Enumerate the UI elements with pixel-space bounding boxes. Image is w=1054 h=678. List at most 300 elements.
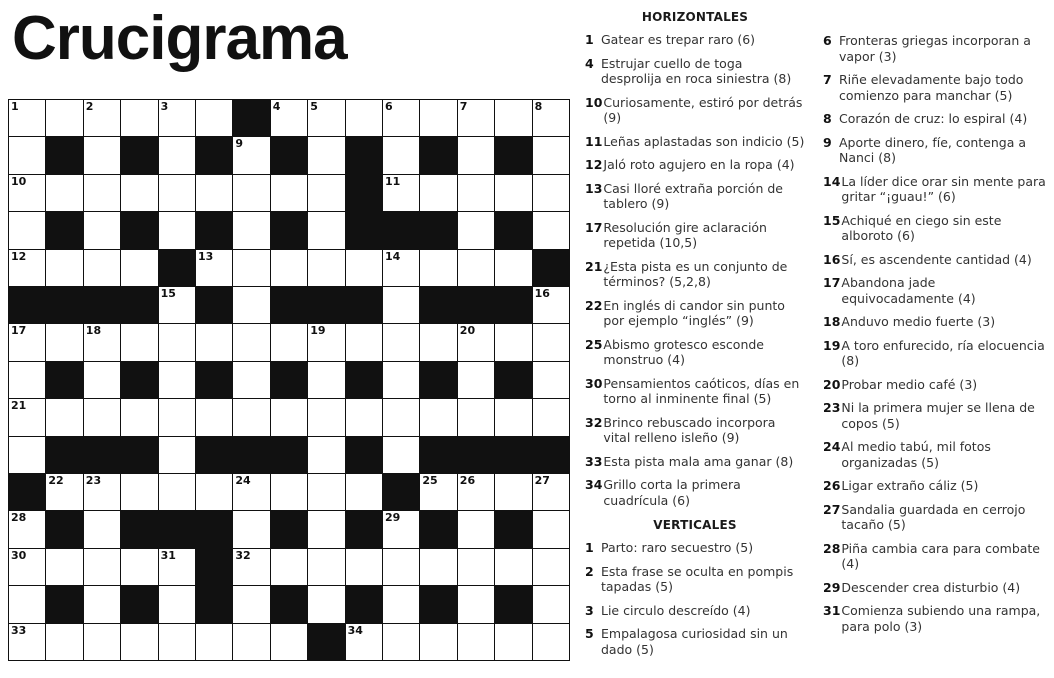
grid-cell[interactable] <box>308 175 344 211</box>
clue-number: 3 <box>585 602 594 618</box>
clue-item <box>585 56 805 87</box>
cell-number: 25 <box>422 474 438 487</box>
clue-number: 13 <box>585 180 603 196</box>
grid-cell-black <box>121 511 157 547</box>
clue-text: Brinco rebuscado incorpora vital relleno isleño (9) <box>603 414 776 445</box>
grid-cell-black <box>495 212 531 248</box>
clue-text: Comienza subiendo una rampa, para polo (3) <box>841 603 1041 634</box>
clue-text: Anduvo medio fuerte (3) <box>841 314 996 329</box>
grid-cell[interactable] <box>346 474 382 510</box>
grid-cell[interactable] <box>121 399 157 435</box>
cell-number: 26 <box>459 474 476 487</box>
grid-cell[interactable] <box>420 250 456 286</box>
clue-item <box>823 72 1049 103</box>
clue-number: 6 <box>823 33 832 48</box>
down-clue-list-continued <box>823 33 1049 634</box>
grid-cell[interactable] <box>121 624 157 660</box>
grid-cell[interactable] <box>233 511 269 547</box>
grid-cell-black <box>271 287 307 323</box>
clue-number: 1 <box>585 32 594 47</box>
grid-cell[interactable] <box>458 586 494 622</box>
grid-cell[interactable] <box>533 624 569 660</box>
grid-cell[interactable] <box>9 250 45 286</box>
clue-text: Parto: raro secuestro (5) <box>601 540 754 555</box>
grid-cell[interactable] <box>271 250 307 286</box>
cell-number: 12 <box>11 249 27 263</box>
clue-text: Ligar extraño cáliz (5) <box>841 478 979 493</box>
grid-cell[interactable] <box>308 362 344 398</box>
grid-cell[interactable] <box>495 100 531 136</box>
grid-cell[interactable] <box>121 100 157 136</box>
grid-cell[interactable] <box>533 287 569 323</box>
clue-number: 23 <box>823 400 841 415</box>
clue-item <box>585 415 805 446</box>
grid-cell[interactable] <box>9 212 45 248</box>
grid-cell[interactable] <box>84 137 120 173</box>
grid-cell[interactable] <box>420 324 456 360</box>
grid-cell[interactable] <box>196 399 232 435</box>
grid-cell[interactable] <box>9 175 45 211</box>
grid-cell[interactable] <box>308 474 344 510</box>
grid-cell-black <box>84 437 120 473</box>
cell-number: 19 <box>310 324 326 338</box>
clue-text: Achiqué en ciego sin este alboroto (6) <box>841 212 1002 243</box>
clue-item <box>823 33 1049 64</box>
grid-cell[interactable] <box>495 250 531 286</box>
grid-cell-black <box>308 624 344 660</box>
grid-cell[interactable] <box>159 324 195 360</box>
clue-text: Aporte dinero, fíe, contenga a Nanci (8) <box>839 134 1027 165</box>
grid-cell[interactable] <box>46 250 82 286</box>
clue-text: Piña cambia cara para combate (4) <box>841 540 1041 571</box>
grid-cell-black <box>196 549 232 585</box>
cell-number: 14 <box>385 249 401 263</box>
clue-text: Abandona jade equivocadamente (4) <box>841 275 976 306</box>
grid-cell[interactable] <box>84 549 120 585</box>
grid-cell-black <box>196 287 232 323</box>
grid-cell[interactable] <box>420 100 456 136</box>
grid-cell[interactable] <box>533 474 569 510</box>
clue-number: 34 <box>585 477 603 492</box>
grid-cell[interactable] <box>233 549 269 585</box>
grid-cell-black <box>46 586 82 622</box>
grid-cell[interactable] <box>346 100 382 136</box>
grid-cell[interactable] <box>196 324 232 360</box>
grid-cell[interactable] <box>383 624 419 660</box>
grid-cell[interactable] <box>159 624 195 660</box>
grid-cell[interactable] <box>533 324 569 360</box>
grid-cell[interactable] <box>196 474 232 510</box>
clue-item <box>823 135 1049 166</box>
cell-number: 20 <box>459 324 476 338</box>
grid-cell[interactable] <box>495 624 531 660</box>
grid-cell[interactable] <box>233 624 269 660</box>
clue-item <box>823 439 1049 470</box>
across-clue-list <box>585 32 805 508</box>
grid-cell[interactable] <box>159 212 195 248</box>
page-title: Crucigrama <box>12 4 347 73</box>
grid-cell-black <box>495 362 531 398</box>
grid-cell[interactable] <box>9 324 45 360</box>
clue-number: 17 <box>585 219 603 235</box>
cell-number: 3 <box>160 100 169 113</box>
clue-text: Fronteras griegas incorporan a vapor (3) <box>839 33 1031 64</box>
clue-number: 18 <box>823 314 841 329</box>
grid-cell[interactable] <box>383 175 419 211</box>
grid-cell-black <box>159 250 195 286</box>
cell-number: 4 <box>272 100 281 113</box>
clue-number: 17 <box>823 275 841 290</box>
grid-cell-black <box>420 287 456 323</box>
grid-cell[interactable] <box>84 399 120 435</box>
grid-cell[interactable] <box>420 474 456 510</box>
grid-cell-black <box>383 474 419 510</box>
grid-cell-black <box>46 137 82 173</box>
grid-cell-black <box>420 437 456 473</box>
grid-cell[interactable] <box>495 324 531 360</box>
clue-item <box>585 564 805 595</box>
grid-cell[interactable] <box>84 511 120 547</box>
grid-cell[interactable] <box>420 624 456 660</box>
grid-cell-black <box>46 212 82 248</box>
grid-cell[interactable] <box>46 399 82 435</box>
grid-cell[interactable] <box>533 100 569 136</box>
grid-cell[interactable] <box>84 474 120 510</box>
grid-cell[interactable] <box>159 100 195 136</box>
clue-text: Pensamientos caóticos, días en torno al inminente final (5) <box>603 375 800 406</box>
grid-cell[interactable] <box>383 137 419 173</box>
grid-cell[interactable] <box>84 362 120 398</box>
grid-cell[interactable] <box>346 549 382 585</box>
grid-cell[interactable] <box>84 586 120 622</box>
grid-cell-black <box>233 100 269 136</box>
clue-item <box>823 400 1049 431</box>
grid-cell[interactable] <box>271 100 307 136</box>
grid-cell[interactable] <box>308 137 344 173</box>
grid-cell[interactable] <box>196 250 232 286</box>
grid-cell[interactable] <box>159 549 195 585</box>
grid-cell[interactable] <box>121 250 157 286</box>
clue-item <box>823 174 1049 205</box>
grid-cell[interactable] <box>420 399 456 435</box>
clue-item <box>823 377 1049 393</box>
grid-cell[interactable] <box>458 624 494 660</box>
grid-cell[interactable] <box>383 362 419 398</box>
grid-cell[interactable] <box>159 287 195 323</box>
grid-cell-black <box>196 586 232 622</box>
grid-cell[interactable] <box>383 250 419 286</box>
grid-cell-black <box>271 437 307 473</box>
grid-cell[interactable] <box>383 324 419 360</box>
cell-number: 7 <box>459 100 468 113</box>
grid-cell-black <box>420 586 456 622</box>
grid-cell[interactable] <box>383 100 419 136</box>
grid-cell[interactable] <box>533 511 569 547</box>
clue-number: 11 <box>585 133 603 149</box>
grid-cell[interactable] <box>308 212 344 248</box>
clue-item <box>585 337 805 368</box>
grid-cell-black <box>46 287 82 323</box>
grid-cell-black <box>458 287 494 323</box>
grid-cell[interactable] <box>121 474 157 510</box>
clues-column-left <box>585 6 805 665</box>
grid-cell[interactable] <box>121 549 157 585</box>
cell-number: 10 <box>11 174 27 188</box>
grid-cell[interactable] <box>9 362 45 398</box>
grid-cell[interactable] <box>458 399 494 435</box>
grid-cell[interactable] <box>458 100 494 136</box>
clue-item <box>823 213 1049 244</box>
clue-item <box>585 95 805 126</box>
down-header: VERTICALES <box>653 518 737 532</box>
clue-number: 2 <box>585 563 594 579</box>
grid-cell[interactable] <box>271 624 307 660</box>
clue-number: 10 <box>585 94 603 110</box>
clue-text: ¿Esta pista es un conjunto de términos? (5,2,8) <box>603 258 788 289</box>
grid-cell[interactable] <box>46 624 82 660</box>
cell-number: 15 <box>160 287 176 300</box>
grid-cell[interactable] <box>159 474 195 510</box>
grid-cell[interactable] <box>458 212 494 248</box>
grid-cell[interactable] <box>495 175 531 211</box>
grid-cell[interactable] <box>533 175 569 211</box>
grid-cell[interactable] <box>308 511 344 547</box>
grid-cell-black <box>121 362 157 398</box>
grid-cell-black <box>196 137 232 173</box>
grid-cell[interactable] <box>46 549 82 585</box>
cell-number: 17 <box>11 324 27 338</box>
clue-text: Sí, es ascendente cantidad (4) <box>841 251 1032 267</box>
grid-cell-black <box>121 586 157 622</box>
cell-number: 33 <box>11 623 27 637</box>
grid-cell-black <box>159 511 195 547</box>
clue-number: 5 <box>585 626 594 641</box>
grid-cell[interactable] <box>196 175 232 211</box>
grid-cell[interactable] <box>458 175 494 211</box>
clue-item <box>585 134 805 150</box>
grid-cell[interactable] <box>346 399 382 435</box>
grid-cell[interactable] <box>84 100 120 136</box>
grid-cell-black <box>121 287 157 323</box>
grid-cell[interactable] <box>271 549 307 585</box>
clue-text: Resolución gire aclaración repetida (10,5) <box>603 219 767 250</box>
grid-cell[interactable] <box>533 362 569 398</box>
grid-cell[interactable] <box>196 100 232 136</box>
grid-cell[interactable] <box>495 474 531 510</box>
grid-cell[interactable] <box>84 324 120 360</box>
clue-number: 30 <box>585 375 603 391</box>
grid-cell[interactable] <box>346 324 382 360</box>
grid-cell[interactable] <box>9 137 45 173</box>
grid-cell[interactable] <box>233 287 269 323</box>
cell-number: 23 <box>85 474 102 487</box>
grid-cell-black <box>196 437 232 473</box>
grid-cell[interactable] <box>308 324 344 360</box>
grid-cell[interactable] <box>233 362 269 398</box>
grid-cell[interactable] <box>9 624 45 660</box>
grid-cell[interactable] <box>495 399 531 435</box>
clue-item <box>585 603 805 619</box>
clue-number: 8 <box>823 111 832 126</box>
grid-cell-black <box>46 362 82 398</box>
grid-cell[interactable] <box>308 437 344 473</box>
grid-cell[interactable] <box>233 175 269 211</box>
clue-item <box>585 181 805 212</box>
cell-number: 32 <box>235 548 251 562</box>
cell-number: 8 <box>534 100 543 113</box>
clue-item <box>585 298 805 329</box>
grid-cell[interactable] <box>233 474 269 510</box>
grid-cell[interactable] <box>159 175 195 211</box>
cell-number: 11 <box>385 174 401 188</box>
grid-cell[interactable] <box>159 586 195 622</box>
grid-cell[interactable] <box>9 586 45 622</box>
grid-cell[interactable] <box>308 100 344 136</box>
grid-cell-black <box>196 212 232 248</box>
grid-cell[interactable] <box>9 511 45 547</box>
grid-cell[interactable] <box>458 474 494 510</box>
grid-cell[interactable] <box>495 549 531 585</box>
grid-cell[interactable] <box>346 624 382 660</box>
grid-cell-black <box>9 474 45 510</box>
clue-text: Ni la primera mujer se llena de copos (5) <box>841 400 1035 431</box>
grid-cell[interactable] <box>533 549 569 585</box>
grid-cell[interactable] <box>458 324 494 360</box>
grid-cell[interactable] <box>84 212 120 248</box>
grid-cell-black <box>121 137 157 173</box>
grid-cell-black <box>420 511 456 547</box>
grid-cell[interactable] <box>420 175 456 211</box>
grid-cell[interactable] <box>233 399 269 435</box>
grid-cell[interactable] <box>159 437 195 473</box>
grid-cell-black <box>533 250 569 286</box>
grid-cell-black <box>308 287 344 323</box>
grid-cell[interactable] <box>196 624 232 660</box>
cell-number: 22 <box>48 474 64 487</box>
grid-cell[interactable] <box>46 474 82 510</box>
grid-cell-black <box>196 511 232 547</box>
clue-text: Empalagosa curiosidad sin un dado (5) <box>601 626 788 657</box>
grid-cell[interactable] <box>233 586 269 622</box>
grid-cell-black <box>121 212 157 248</box>
clue-number: 4 <box>585 55 594 71</box>
grid-cell[interactable] <box>233 250 269 286</box>
clue-number: 1 <box>585 540 594 555</box>
grid-cell[interactable] <box>9 399 45 435</box>
grid-cell[interactable] <box>233 212 269 248</box>
grid-cell[interactable] <box>346 250 382 286</box>
grid-cell[interactable] <box>121 175 157 211</box>
clue-item <box>823 275 1049 306</box>
grid-cell[interactable] <box>383 511 419 547</box>
grid-cell-black <box>84 287 120 323</box>
grid-cell[interactable] <box>308 250 344 286</box>
cell-number: 2 <box>85 100 94 113</box>
grid-cell-black <box>271 511 307 547</box>
grid-cell[interactable] <box>458 250 494 286</box>
grid-cell[interactable] <box>383 437 419 473</box>
grid-cell[interactable] <box>271 474 307 510</box>
grid-cell[interactable] <box>233 137 269 173</box>
grid-cell[interactable] <box>121 324 157 360</box>
grid-cell-black <box>9 287 45 323</box>
grid-cell[interactable] <box>159 362 195 398</box>
grid-cell[interactable] <box>233 324 269 360</box>
grid-cell[interactable] <box>383 287 419 323</box>
grid-cell[interactable] <box>420 549 456 585</box>
clue-text: Estrujar cuello de toga desprolija en roca siniestra (8) <box>601 55 792 86</box>
grid-cell[interactable] <box>9 437 45 473</box>
clue-item <box>823 314 1049 330</box>
clue-text: En inglés di candor sin punto por ejemplo “inglés” (9) <box>603 297 785 328</box>
cell-number: 34 <box>347 623 363 637</box>
grid-cell[interactable] <box>383 586 419 622</box>
grid-cell[interactable] <box>308 586 344 622</box>
grid-cell-black <box>271 212 307 248</box>
grid-cell[interactable] <box>46 175 82 211</box>
clue-number: 29 <box>823 579 841 595</box>
grid-cell[interactable] <box>458 362 494 398</box>
clue-text: Al medio tabú, mil fotos organizadas (5) <box>841 439 991 470</box>
grid-cell[interactable] <box>84 624 120 660</box>
clue-text: Corazón de cruz: lo espiral (4) <box>839 111 1028 126</box>
grid-cell[interactable] <box>271 399 307 435</box>
grid-cell[interactable] <box>458 511 494 547</box>
clue-item <box>585 157 805 173</box>
grid-cell-black <box>346 137 382 173</box>
grid-cell[interactable] <box>9 100 45 136</box>
grid-cell[interactable] <box>533 212 569 248</box>
clue-text: Lie circulo descreído (4) <box>601 602 751 618</box>
clue-text: A toro enfurecido, ría elocuencia (8) <box>841 337 1045 368</box>
grid-cell-black <box>233 437 269 473</box>
grid-cell-black <box>420 362 456 398</box>
grid-cell[interactable] <box>271 324 307 360</box>
grid-cell[interactable] <box>383 549 419 585</box>
grid-cell[interactable] <box>533 137 569 173</box>
grid-cell-black <box>346 287 382 323</box>
grid-cell[interactable] <box>308 549 344 585</box>
grid-cell[interactable] <box>308 399 344 435</box>
clue-text: Casi lloré extraña porción de tablero (9) <box>603 180 783 211</box>
grid-cell[interactable] <box>533 586 569 622</box>
clue-item <box>823 541 1049 572</box>
clue-text: Esta frase se oculta en pompis tapadas (5) <box>601 563 794 594</box>
grid-cell[interactable] <box>159 399 195 435</box>
grid-cell[interactable] <box>533 399 569 435</box>
grid-cell[interactable] <box>46 100 82 136</box>
clue-item <box>585 454 805 470</box>
grid-cell-black <box>346 586 382 622</box>
grid-cell[interactable] <box>383 399 419 435</box>
grid-cell[interactable] <box>159 137 195 173</box>
grid-cell[interactable] <box>271 175 307 211</box>
grid-cell[interactable] <box>46 324 82 360</box>
clue-text: Grillo corta la primera cuadrícula (6) <box>603 477 741 508</box>
clue-item <box>823 111 1049 127</box>
grid-cell[interactable] <box>458 137 494 173</box>
grid-cell[interactable] <box>9 549 45 585</box>
grid-cell[interactable] <box>84 250 120 286</box>
grid-cell-black <box>383 212 419 248</box>
clues-column-right <box>823 6 1049 642</box>
clue-number: 31 <box>823 603 841 618</box>
grid-cell[interactable] <box>84 175 120 211</box>
cell-number: 31 <box>160 548 176 562</box>
grid-cell-black <box>271 362 307 398</box>
grid-cell[interactable] <box>458 549 494 585</box>
clue-number: 19 <box>823 337 841 353</box>
